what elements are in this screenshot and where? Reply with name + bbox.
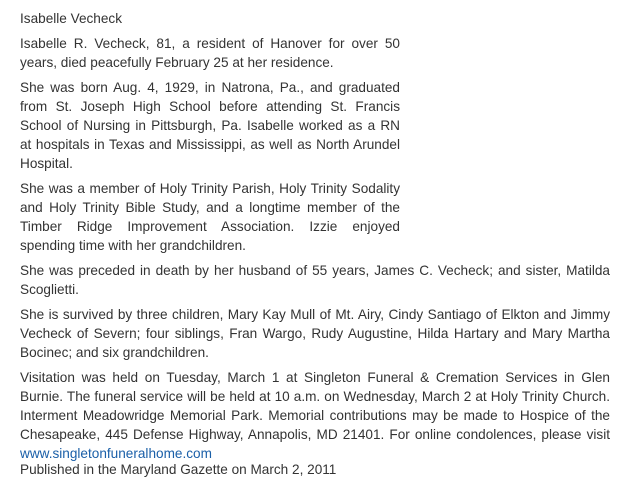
obituary-preceded-paragraph: She was preceded in death by her husband of 55 years, James C. Vecheck; and sister, Matilda Scoglietti. <box>20 263 610 297</box>
obituary-name-heading: Isabelle Vecheck <box>20 11 123 26</box>
services-text: Visitation was held on Tuesday, March 1 at Singleton Funeral & Cremation Services in Glen Burnie. The funeral service will be held at 10 a.m. on Wednesday, March 2 at Holy Trinity Church. Interment Meadowridge Memorial Park. Memorial contributions may be made to Hospice of the Chesapeake, 445 Defense Highway, Annapolis, MD 21401. For online condolences, please visit <box>20 370 610 442</box>
obituary-services-paragraph <box>20 368 610 463</box>
obituary-biography-paragraph: She was born Aug. 4, 1929, in Natrona, Pa., and graduated from St. Joseph High School before attending St. Francis School of Nursing in Pittsburgh, Pa. Isabelle worked as a RN at hospitals in Texas and Mississippi, as well as North Arundel Hospital. <box>20 80 400 171</box>
funeral-home-link[interactable]: www.singletonfuneralhome.com <box>20 446 212 461</box>
published-note-wrapper <box>20 460 336 479</box>
obituary-survivors-paragraph: She is survived by three children, Mary Kay Mull of Mt. Airy, Cindy Santiago of Elkton and Jimmy Vecheck of Severn; four siblings, Fran Wargo, Rudy Augustine, Hilda Hartary and Mary Martha Bocinec; and six grandchildren. <box>20 307 610 360</box>
obituary-intro-paragraph: Isabelle R. Vecheck, 81, a resident of Hanover for over 50 years, died peacefully February 25 at her residence. <box>20 36 400 70</box>
obituary-membership-paragraph: She was a member of Holy Trinity Parish, Holy Trinity Sodality and Holy Trinity Bible Study, and a longtime member of the Timber Ridge Improvement Association. Izzie enjoyed spending time with her grandchildren. <box>20 181 400 253</box>
published-note: Published in the Maryland Gazette on March 2, 2011 <box>20 462 337 477</box>
obituary-content <box>20 9 610 469</box>
